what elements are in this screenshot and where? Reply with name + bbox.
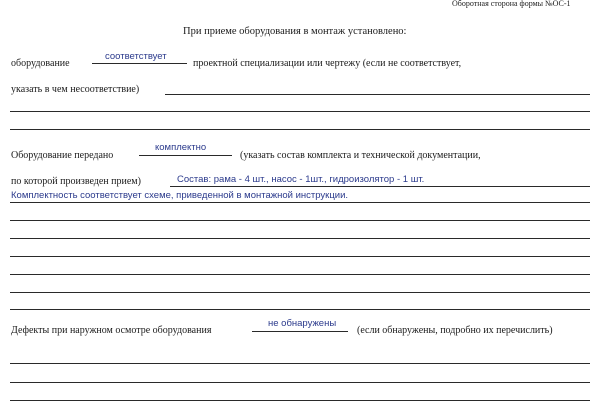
transfer-fill-line-8 xyxy=(10,309,590,310)
compliance-label: оборудование xyxy=(11,58,70,69)
defects-label: Дефекты при наружном осмотре оборудования xyxy=(11,325,212,336)
transfer-suffix: (указать состав комплекта и технической документации, xyxy=(240,150,481,161)
transfer-fill-line-3 xyxy=(10,220,590,221)
transfer-fill-line-6 xyxy=(10,274,590,275)
page-title: При приеме оборудования в монтаж установлено: xyxy=(183,26,407,37)
defects-fill-line-2 xyxy=(10,382,590,383)
transfer-fill-line-2 xyxy=(10,202,590,203)
compliance-fill-line-3 xyxy=(10,129,590,130)
defects-value: не обнаружены xyxy=(268,318,337,329)
defects-value-underline xyxy=(252,331,348,332)
defects-suffix: (если обнаружены, подробно их перечислить) xyxy=(357,325,553,336)
compliance-value-underline xyxy=(92,63,187,64)
transfer-value-underline xyxy=(139,155,232,156)
compliance-suffix-2: указать в чем несоответствие) xyxy=(11,84,140,95)
transfer-suffix-2: по которой произведен прием) xyxy=(11,176,141,187)
transfer-fill-line-4 xyxy=(10,238,590,239)
compliance-suffix: проектной специализации или чертежу (если не соответствует, xyxy=(193,58,462,69)
transfer-label: Оборудование передано xyxy=(11,150,114,161)
defects-fill-line-1 xyxy=(10,363,590,364)
transfer-value: комплектно xyxy=(155,142,207,153)
compliance-fill-line-1 xyxy=(165,94,590,95)
transfer-note: Комплектность соответствует схеме, приведенной в монтажной инструкции. xyxy=(11,190,349,201)
defects-fill-line-3 xyxy=(10,400,590,401)
transfer-fill-line-5 xyxy=(10,256,590,257)
transfer-fill-line-7 xyxy=(10,292,590,293)
compliance-fill-line-2 xyxy=(10,111,590,112)
form-side-label: Оборотная сторона формы №ОС-1 xyxy=(452,0,571,8)
compliance-value: соответствует xyxy=(105,51,167,62)
transfer-composition: Состав: рама - 4 шт., насос - 1шт., гидроизолятор - 1 шт. xyxy=(177,174,425,185)
transfer-fill-line-1 xyxy=(170,186,590,187)
